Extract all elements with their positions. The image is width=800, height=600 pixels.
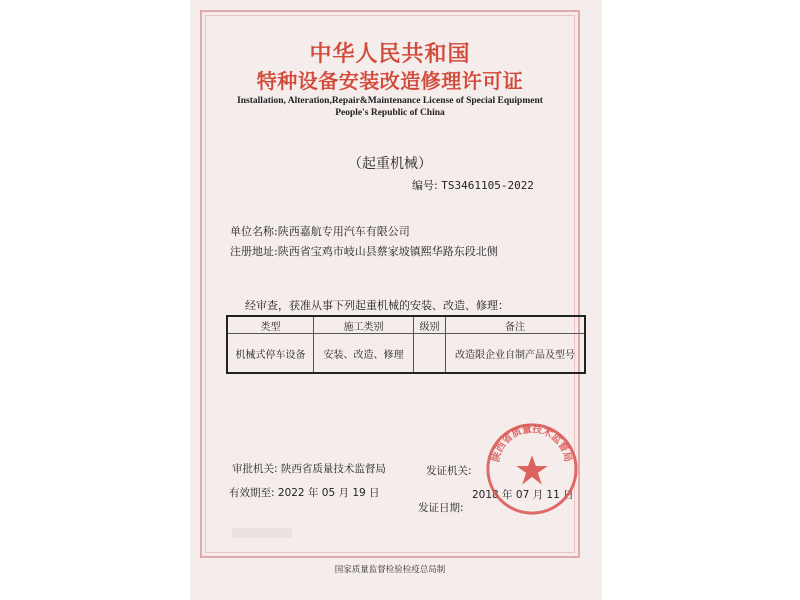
header-work-category: 施工类别	[314, 317, 414, 334]
validity-value: 2022 年 05 月 19 日	[277, 487, 380, 499]
title-cn-line2: 特种设备安装改造修理许可证	[256, 69, 524, 93]
official-seal-icon	[483, 420, 581, 518]
header-level: 级别	[414, 317, 446, 334]
issue-date-value: 2018 年 07 月 11 日	[472, 489, 574, 501]
title-en-line1: Installation, Alteration,Repair&Maintenance License of Special Equipment	[237, 96, 543, 106]
address-value: 陕西省宝鸡市岐山县蔡家坡镇熙华路东段北侧	[277, 245, 498, 258]
faint-stamp-mark	[232, 528, 292, 538]
footer-issuer-note: 国家质量监督检验检疫总局制	[334, 565, 446, 575]
approval-label: 审批机关:	[232, 463, 278, 475]
cell-work-category: 安装、改造、修理	[314, 334, 414, 373]
license-scope-table	[227, 316, 585, 373]
issuer-label: 发证机关:	[426, 465, 472, 477]
approval-authority	[232, 461, 386, 476]
approval-statement: 经审查，获准从事下列起重机械的安装、改造、修理：	[245, 299, 509, 312]
serial-value: TS3461105-2022	[441, 179, 534, 192]
serial-number	[412, 177, 534, 193]
issue-date-label: 发证日期:	[418, 502, 464, 514]
header-remarks: 备注	[446, 317, 585, 334]
unit-name-field	[230, 223, 410, 239]
title-cn-line1: 中华人民共和国	[309, 42, 471, 67]
table-header-row	[228, 317, 585, 334]
validity-date	[229, 485, 380, 500]
address-label: 注册地址:	[230, 245, 278, 258]
approval-value: 陕西省质量技术监督局	[280, 463, 386, 475]
seal-text: 陕西省质量技术监督局	[490, 423, 574, 464]
title-en-line2: People's Republic of China	[335, 108, 445, 118]
unit-name-value: 陕西嘉航专用汽车有限公司	[277, 225, 410, 238]
validity-label: 有效期至:	[229, 487, 275, 499]
serial-label: 编号:	[412, 179, 438, 192]
cell-level	[414, 334, 446, 373]
equipment-category: （起重机械）	[348, 156, 432, 172]
unit-name-label: 单位名称:	[230, 225, 278, 238]
header-type: 类型	[228, 317, 314, 334]
address-field	[230, 243, 498, 259]
issuing-authority	[426, 463, 472, 478]
cell-type: 机械式停车设备	[228, 334, 314, 373]
table-row	[228, 334, 585, 373]
cell-remarks: 改造限企业自制产品及型号	[446, 334, 585, 373]
